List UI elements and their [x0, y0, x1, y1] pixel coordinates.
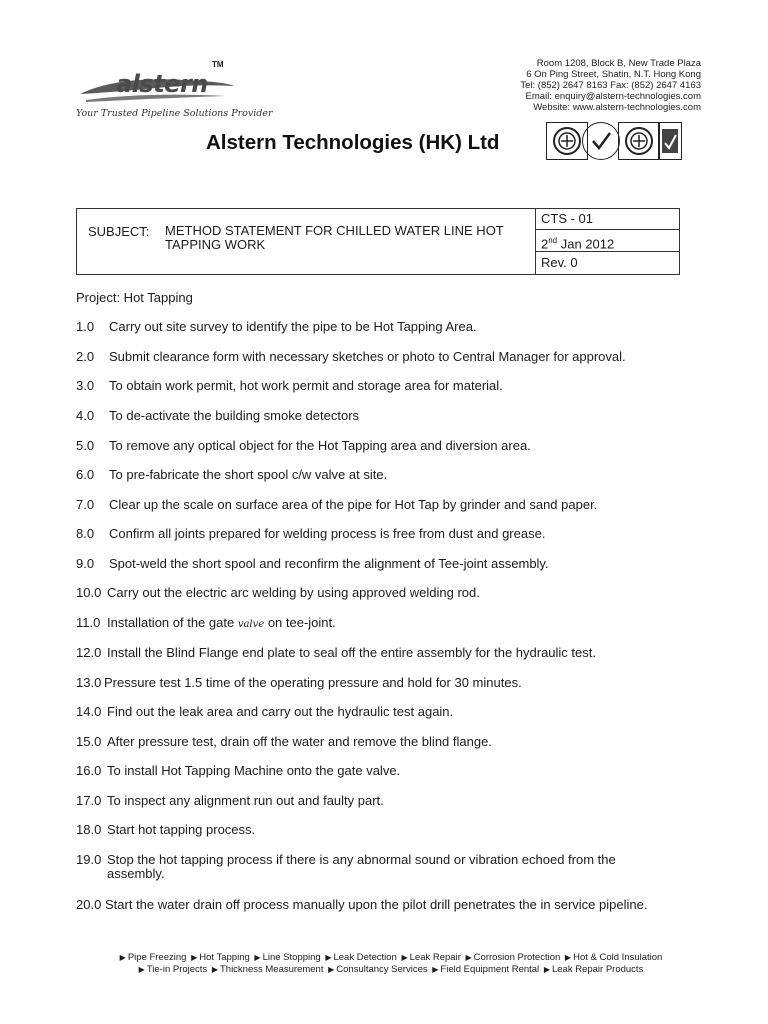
triangle-bullet-icon: ▶ [211, 965, 218, 974]
subject-cell [77, 209, 536, 274]
step-text: To de-activate the building smoke detectors [109, 408, 360, 423]
date-day: 2 [541, 236, 549, 252]
service-item: ▶ Tie-in Projects [138, 964, 208, 975]
document-date [536, 231, 679, 252]
services-footer [90, 952, 690, 976]
step-text: Clear up the scale on surface area of the pipe for Hot Tap by grinder and sand paper. [109, 497, 598, 512]
service-item: ▶ Hot Tapping [191, 952, 250, 963]
step-number: 11.0 [76, 615, 101, 630]
step-text: To obtain work permit, hot work permit and storage area for material. [109, 378, 503, 393]
date-suffix: nd [548, 236, 558, 245]
step-text: Stop the hot tapping process if there is any abnormal sound or vibration echoed from the assembly. [107, 852, 616, 881]
contact-phone: Tel: (852) 2647 8163 Fax: (852) 2647 4163 [520, 80, 701, 91]
step-text: Carry out site survey to identify the pipe to be Hot Tapping Area. [109, 319, 477, 334]
service-item: ▶ Pipe Freezing [119, 952, 187, 963]
document-reference: CTS - 01 [536, 209, 679, 230]
certification-mark-icon [618, 122, 660, 160]
step-text [107, 616, 677, 632]
step-number: 10.0 [76, 585, 102, 600]
contact-address-2: 6 On Ping Street, Shatin, N.T. Hong Kong [526, 69, 701, 80]
step-number: 17.0 [76, 793, 102, 808]
contact-block [520, 58, 701, 113]
service-item: ▶ Leak Repair [401, 952, 461, 963]
project-title: Project: Hot Tapping [76, 290, 193, 305]
step-number: 19.0 [76, 852, 102, 867]
step-text: Start hot tapping process. [107, 822, 256, 837]
step-number: 13.0 [76, 675, 102, 690]
services-row-2 [90, 964, 690, 976]
triangle-bullet-icon: ▶ [325, 953, 332, 962]
step-number: 14.0 [76, 704, 102, 719]
company-name: Alstern Technologies (HK) Ltd [206, 131, 500, 154]
triangle-bullet-icon: ▶ [465, 953, 472, 962]
triangle-bullet-icon: ▶ [119, 953, 126, 962]
trademark-mark: TM [212, 60, 224, 69]
step-number: 12.0 [76, 645, 102, 660]
check-mark-seal-icon [582, 122, 620, 160]
step-text: Carry out the electric arc welding by using approved welding rod. [107, 585, 480, 600]
handwritten-correction: valve [237, 619, 265, 630]
logo-tagline: Your Trusted Pipeline Solutions Provider [76, 108, 273, 119]
company-logo [72, 60, 282, 122]
certification-marks [546, 122, 682, 168]
step-number: 20.0 [76, 897, 102, 912]
step-number: 6.0 [76, 467, 95, 482]
service-item: ▶ Leak Repair Products [543, 964, 644, 975]
triangle-bullet-icon: ▶ [543, 965, 550, 974]
step-number: 5.0 [76, 438, 95, 453]
step-number: 3.0 [76, 378, 95, 393]
step-text: To pre-fabricate the short spool c/w valve at site. [109, 467, 388, 482]
triangle-bullet-icon: ▶ [401, 953, 408, 962]
certification-mark-icon [658, 122, 682, 160]
service-item: ▶ Hot & Cold Insulation [564, 952, 663, 963]
step-number: 9.0 [76, 556, 95, 571]
step-text: Start the water drain off process manually upon the pilot drill penetrates the in service pipeline. [105, 897, 648, 912]
step-text: To inspect any alignment run out and faulty part. [107, 793, 384, 808]
step-number: 1.0 [76, 319, 95, 334]
service-item: ▶ Field Equipment Rental [432, 964, 540, 975]
service-item: ▶ Corrosion Protection [465, 952, 561, 963]
service-item: ▶ Thickness Measurement [211, 964, 324, 975]
subject-text: METHOD STATEMENT FOR CHILLED WATER LINE HOT TAPPING WORK [165, 223, 504, 252]
date-month-year: Jan 2012 [557, 236, 615, 252]
triangle-bullet-icon: ▶ [138, 965, 145, 974]
step-number: 4.0 [76, 408, 95, 423]
step-number: 8.0 [76, 526, 95, 541]
logo-wordmark: alstern [116, 70, 208, 98]
step-text-end: on tee-joint. [264, 615, 336, 630]
step-number: 16.0 [76, 763, 102, 778]
step-number: 18.0 [76, 822, 102, 837]
triangle-bullet-icon: ▶ [564, 953, 572, 962]
step-text: To remove any optical object for the Hot Tapping area and diversion area. [109, 438, 531, 453]
contact-email: Email: enquiry@alstern-technologies.com [525, 91, 701, 102]
triangle-bullet-icon: ▶ [191, 953, 198, 962]
step-text: Spot-weld the short spool and reconfirm the alignment of Tee-joint assembly. [109, 556, 549, 571]
service-item: ▶ Leak Detection [325, 952, 397, 963]
document-revision: Rev. 0 [541, 255, 578, 270]
step-text: Find out the leak area and carry out the hydraulic test again. [107, 704, 454, 719]
step-number: 15.0 [76, 734, 102, 749]
contact-address-1: Room 1208, Block B, New Trade Plaza [536, 58, 701, 69]
step-text: Confirm all joints prepared for welding process is free from dust and grease. [109, 526, 546, 541]
step-text: Submit clearance form with necessary sketches or photo to Central Manager for approval. [109, 349, 626, 364]
subject-table [76, 208, 680, 275]
service-item: ▶ Line Stopping [254, 952, 321, 963]
step-text: After pressure test, drain off the water and remove the blind flange. [107, 734, 492, 749]
reference-column [536, 209, 679, 274]
triangle-bullet-icon: ▶ [254, 953, 261, 962]
subject-label: SUBJECT: [88, 224, 150, 239]
step-text: To install Hot Tapping Machine onto the gate valve. [107, 763, 401, 778]
services-row-1 [90, 952, 690, 964]
service-item: ▶ Consultancy Services [328, 964, 428, 975]
step-text-start: Installation of the gate [107, 615, 238, 630]
step-text: Pressure test 1.5 time of the operating pressure and hold for 30 minutes. [104, 675, 522, 690]
triangle-bullet-icon: ▶ [328, 965, 335, 974]
contact-website: Website: www.alstern-technologies.com [533, 102, 701, 113]
triangle-bullet-icon: ▶ [432, 965, 439, 974]
step-number: 2.0 [76, 349, 95, 364]
step-text: Install the Blind Flange end plate to seal off the entire assembly for the hydraulic test. [107, 645, 596, 660]
step-number: 7.0 [76, 497, 95, 512]
